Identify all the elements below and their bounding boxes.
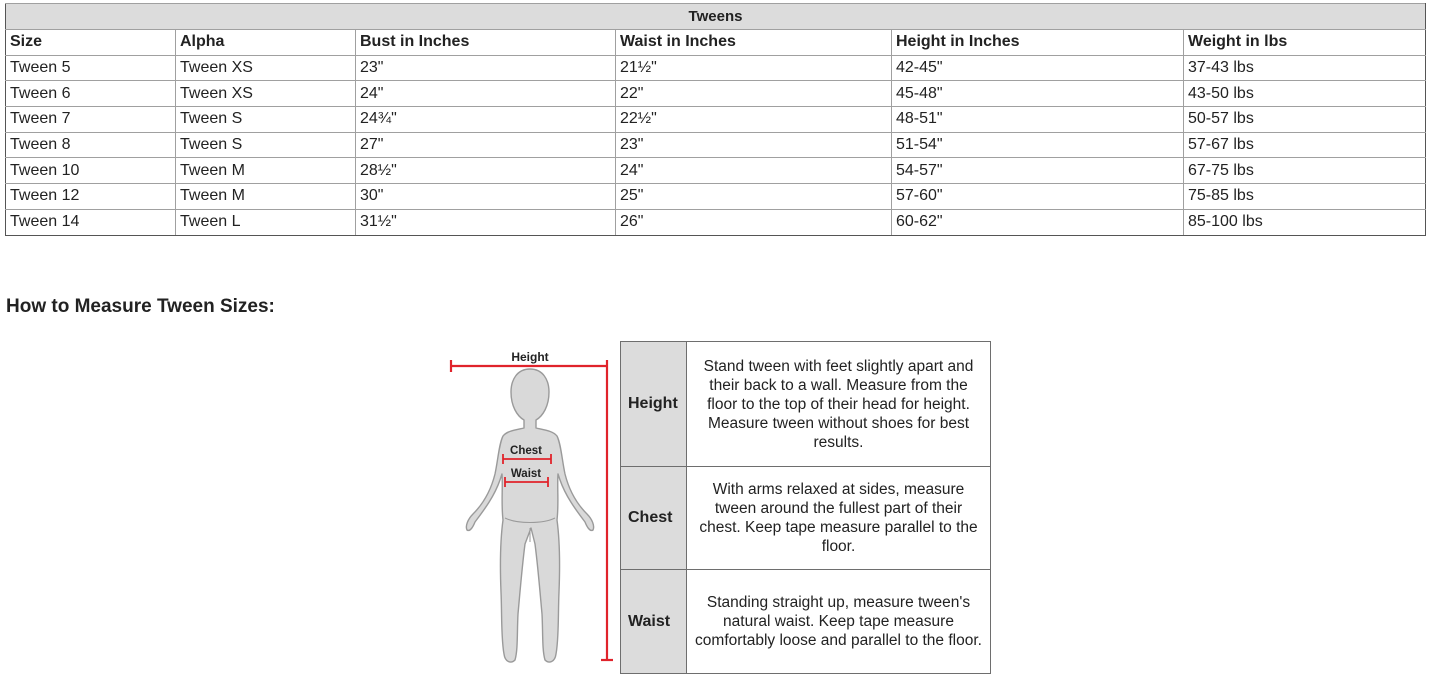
cell-height: 57-60" [892, 184, 1184, 210]
cell-waist: 25" [616, 184, 892, 210]
cell-height: 45-48" [892, 81, 1184, 107]
cell-bust: 31½" [356, 209, 616, 235]
measure-label: Chest [621, 467, 687, 570]
cell-weight: 85-100 lbs [1184, 209, 1426, 235]
column-header-alpha: Alpha [176, 30, 356, 56]
cell-bust: 24¾" [356, 107, 616, 133]
cell-bust: 30" [356, 184, 616, 210]
cell-size: Tween 10 [6, 158, 176, 184]
cell-weight: 43-50 lbs [1184, 81, 1426, 107]
figure-label-height: Height [511, 350, 549, 364]
cell-size: Tween 7 [6, 107, 176, 133]
body-silhouette [466, 369, 593, 662]
cell-alpha: Tween M [176, 158, 356, 184]
measure-instruction: Stand tween with feet slightly apart and their back to a wall. Measure from the floor to the top of their head for height. Measure tween without shoes for best results. [687, 342, 991, 467]
size-chart-title-row [6, 4, 1426, 30]
size-chart-title: Tweens [6, 4, 1426, 30]
cell-weight: 75-85 lbs [1184, 184, 1426, 210]
cell-weight: 50-57 lbs [1184, 107, 1426, 133]
cell-height: 48-51" [892, 107, 1184, 133]
cell-alpha: Tween S [176, 107, 356, 133]
column-header-bust: Bust in Inches [356, 30, 616, 56]
table-row [6, 81, 1426, 107]
table-row [6, 184, 1426, 210]
cell-alpha: Tween XS [176, 55, 356, 81]
table-row [6, 55, 1426, 81]
cell-height: 51-54" [892, 132, 1184, 158]
figure-label-chest: Chest [510, 445, 542, 457]
cell-weight: 37-43 lbs [1184, 55, 1426, 81]
cell-size: Tween 14 [6, 209, 176, 235]
cell-alpha: Tween L [176, 209, 356, 235]
measure-row-waist [621, 570, 991, 674]
size-chart-header-row [6, 30, 1426, 56]
cell-waist: 21½" [616, 55, 892, 81]
cell-size: Tween 8 [6, 132, 176, 158]
cell-weight: 57-67 lbs [1184, 132, 1426, 158]
cell-waist: 26" [616, 209, 892, 235]
cell-waist: 22" [616, 81, 892, 107]
cell-bust: 24" [356, 81, 616, 107]
cell-weight: 67-75 lbs [1184, 158, 1426, 184]
cell-bust: 28½" [356, 158, 616, 184]
measure-instructions-table [620, 341, 991, 674]
column-header-height: Height in Inches [892, 30, 1184, 56]
column-header-weight: Weight in lbs [1184, 30, 1426, 56]
size-chart-table [5, 3, 1426, 236]
column-header-size: Size [6, 30, 176, 56]
cell-alpha: Tween S [176, 132, 356, 158]
table-row [6, 209, 1426, 235]
table-row [6, 107, 1426, 133]
measure-label: Height [621, 342, 687, 467]
figure-label-waist: Waist [510, 468, 542, 480]
cell-waist: 24" [616, 158, 892, 184]
table-row [6, 158, 1426, 184]
body-measurement-figure [445, 342, 617, 672]
measure-instruction: Standing straight up, measure tween's natural waist. Keep tape measure comfortably loose and parallel to the floor. [687, 570, 991, 674]
cell-size: Tween 5 [6, 55, 176, 81]
cell-size: Tween 6 [6, 81, 176, 107]
cell-waist: 22½" [616, 107, 892, 133]
cell-alpha: Tween M [176, 184, 356, 210]
cell-bust: 27" [356, 132, 616, 158]
cell-size: Tween 12 [6, 184, 176, 210]
cell-height: 42-45" [892, 55, 1184, 81]
table-row [6, 132, 1426, 158]
cell-height: 54-57" [892, 158, 1184, 184]
cell-alpha: Tween XS [176, 81, 356, 107]
measure-instruction: With arms relaxed at sides, measure tween around the fullest part of their chest. Keep tape measure parallel to the floor. [687, 467, 991, 570]
cell-height: 60-62" [892, 209, 1184, 235]
measure-section-heading: How to Measure Tween Sizes: [6, 296, 275, 317]
measure-label: Waist [621, 570, 687, 674]
cell-bust: 23" [356, 55, 616, 81]
cell-waist: 23" [616, 132, 892, 158]
column-header-waist: Waist in Inches [616, 30, 892, 56]
measure-row-chest [621, 467, 991, 570]
measure-row-height [621, 342, 991, 467]
